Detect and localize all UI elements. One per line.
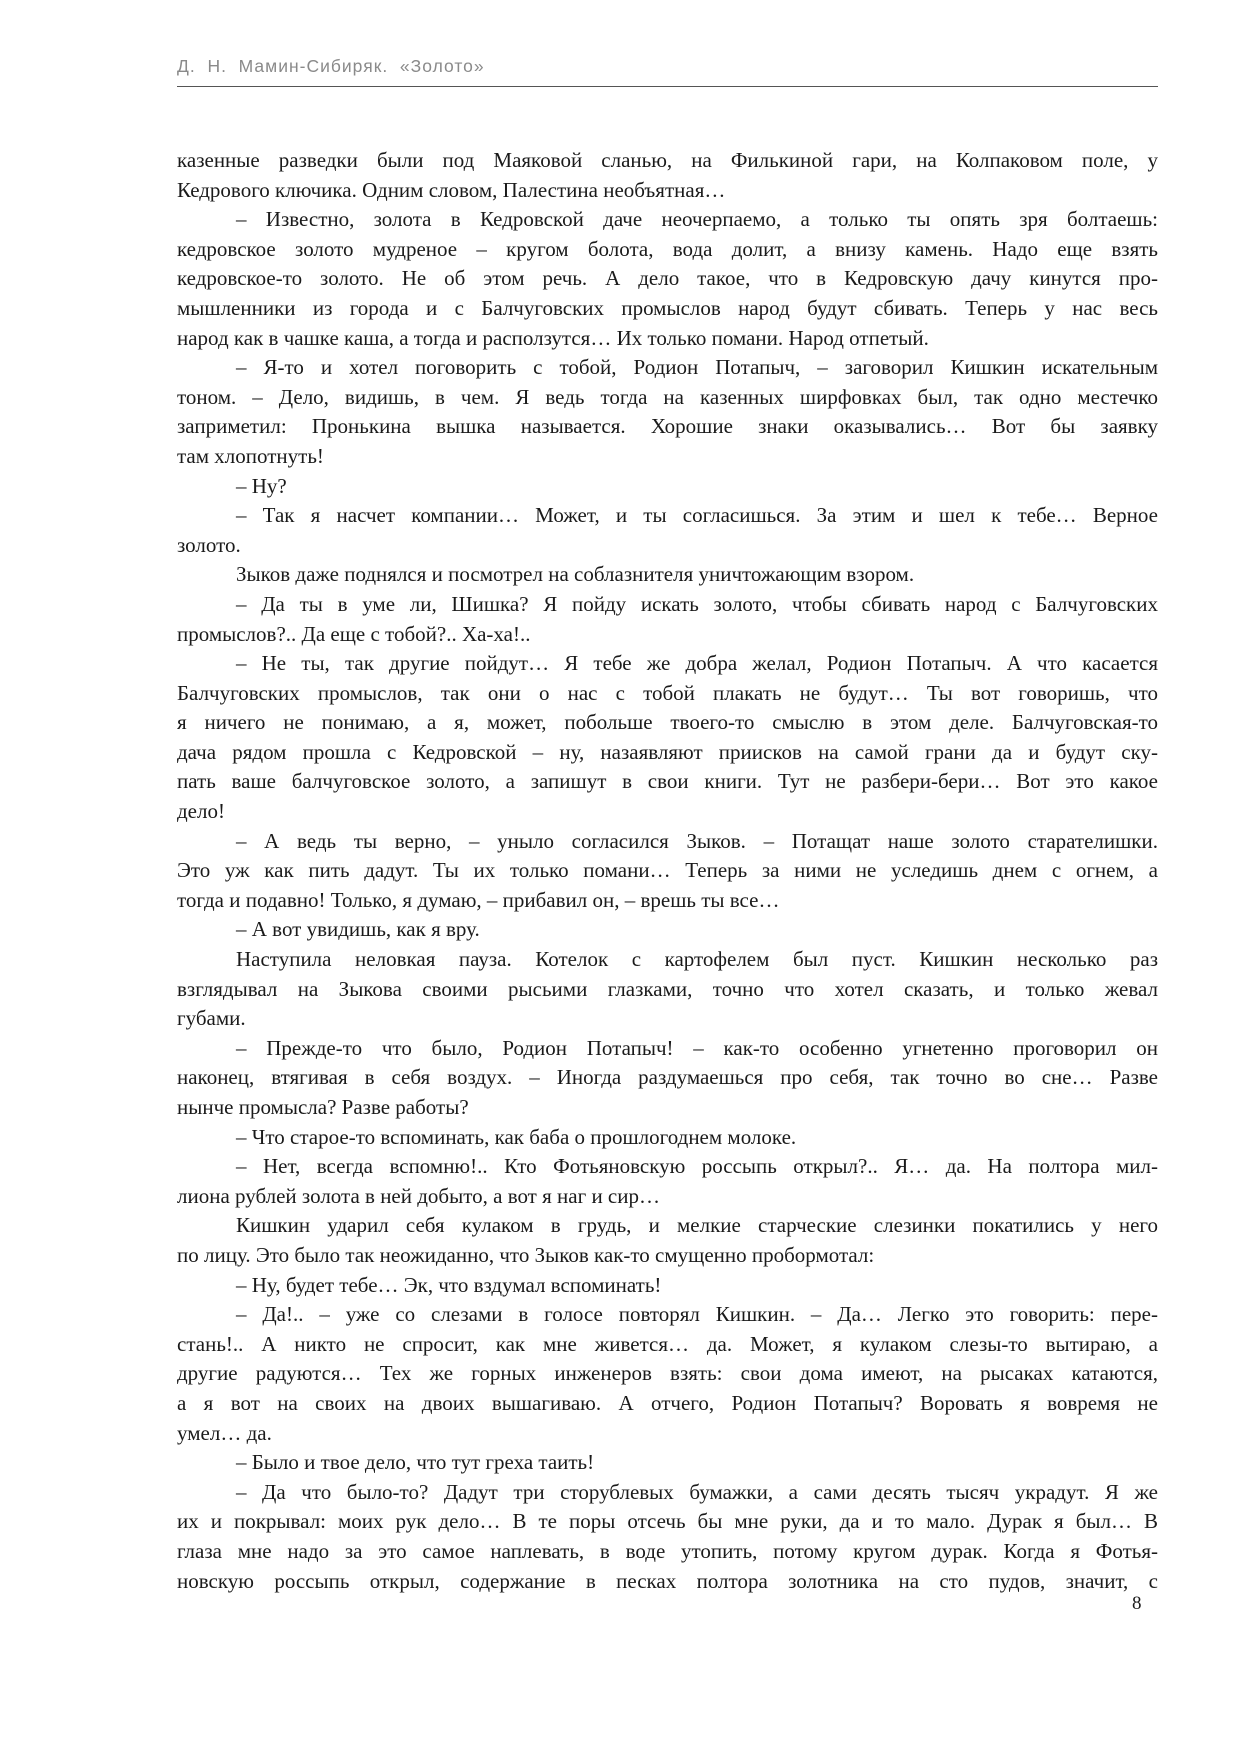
page-number: 8 <box>1132 1593 1142 1614</box>
text-line: взглядывал на Зыкова своими рысьими глазками, точно что хотел сказать, и только жевал <box>177 976 1158 1001</box>
text-line: кедровское-то золото. Не об этом речь. А дело такое, что в Кедровскую дачу кинутся про- <box>177 266 1158 291</box>
body-text <box>177 146 1158 1596</box>
text-line: губами. <box>177 1006 246 1031</box>
text-line: – Ну, будет тебе… Эк, что вздумал вспоминать! <box>236 1272 662 1297</box>
text-line: а я вот на своих на двоих вышагиваю. А отчего, Родион Потапыч? Воровать я вовремя не <box>177 1390 1158 1415</box>
text-line: Наступила неловкая пауза. Котелок с картофелем был пуст. Кишкин несколько раз <box>236 947 1158 972</box>
text-line: – Прежде-то что было, Родион Потапыч! – как-то особенно угнетенно проговорил он <box>236 1035 1158 1060</box>
text-line: дело! <box>177 799 225 824</box>
text-line: – Так я насчет компании… Может, и ты согласишься. За этим и шел к тебе… Верное <box>236 503 1158 528</box>
text-line: – Да ты в уме ли, Шишка? Я пойду искать золото, чтобы сбивать народ с Балчуговских <box>236 591 1158 616</box>
running-header: Д. Н. Мамин-Сибиряк. «Золото» <box>177 56 485 76</box>
text-line: Кишкин ударил себя кулаком в грудь, и мелкие старческие слезинки покатились у него <box>236 1213 1158 1238</box>
text-line: Балчуговских промыслов, так они о нас с тобой плакать не будут… Ты вот говоришь, что <box>177 680 1158 705</box>
text-line: – Было и твое дело, что тут греха таить! <box>236 1450 595 1475</box>
text-line: тоном. – Дело, видишь, в чем. Я ведь тогда на казенных ширфовках был, так одно местечко <box>177 384 1158 409</box>
text-line: Зыков даже поднялся и посмотрел на соблазнителя уничтожающим взором. <box>236 562 915 587</box>
text-line: – Что старое-то вспоминать, как баба о прошлогоднем молоке. <box>236 1124 797 1149</box>
text-line: – Известно, золота в Кедровской даче неочерпаемо, а только ты опять зря болтаешь: <box>236 207 1158 232</box>
text-line: другие радуются… Тех же горных инженеров взять: свои дома имеют, на рысаках катаются, <box>177 1361 1158 1386</box>
text-line: по лицу. Это было так неожиданно, что Зыков как-то смущенно пробормотал: <box>177 1242 875 1267</box>
header-rule <box>177 86 1158 87</box>
text-line: промыслов?.. Да еще с тобой?.. Ха-ха!.. <box>177 621 531 646</box>
text-line: глаза мне надо за это самое наплевать, в воде утопить, потому кругом дурак. Когда я Фотья- <box>177 1538 1158 1563</box>
text-line: я ничего не понимаю, а я, может, побольше твоего-то смыслю в этом деле. Балчуговская-то <box>177 710 1158 735</box>
text-line: мышленники из города и с Балчуговских промыслов народ будут сбивать. Теперь у нас весь <box>177 295 1158 320</box>
text-line: заприметил: Пронькина вышка называется. Хорошие знаки оказывались… Вот бы заявку <box>177 414 1158 439</box>
text-line: народ как в чашке каша, а тогда и расползутся… Их только помани. Народ отпетый. <box>177 325 929 350</box>
text-line: лиона рублей золота в ней добыто, а вот я наг и сир… <box>177 1183 660 1208</box>
text-line: пать ваше балчуговское золото, а запишут в свои книги. Тут не разбери-бери… Вот это какое <box>177 769 1158 794</box>
text-line: – Да что было-то? Дадут три сторублевых бумажки, а сами десять тысяч украдут. Я же <box>236 1479 1158 1504</box>
text-line: – Да!.. – уже со слезами в голосе повторял Кишкин. – Да… Легко это говорить: пере- <box>236 1302 1158 1327</box>
text-line: казенные разведки были под Маяковой сланью, на Филькиной гари, на Колпаковом поле, у <box>177 148 1158 172</box>
text-line: новскую россыпь открыл, содержание в песках полтора золотника на сто пудов, значит, с <box>177 1568 1158 1593</box>
text-line: – Нет, всегда вспомню!.. Кто Фотьяновскую россыпь открыл?.. Я… да. На полтора мил- <box>236 1154 1158 1179</box>
text-line: золото. <box>177 532 241 557</box>
text-line: нынче промысла? Разве работы? <box>177 1095 469 1119</box>
text-line: – Ну? <box>236 473 287 498</box>
text-line: Кедрового ключика. Одним словом, Палестина необъятная… <box>177 177 726 202</box>
text-line: – А вот увидишь, как я вру. <box>236 917 480 942</box>
text-line: стань!.. А никто не спросит, как мне живется… да. Может, я кулаком слезы-то вытираю, а <box>177 1331 1158 1356</box>
text-line: кедровское золото мудреное – кругом болота, вода долит, а внизу камень. Надо еще взять <box>177 236 1158 261</box>
text-line: – Не ты, так другие пойдут… Я тебе же добра желал, Родион Потапыч. А что касается <box>236 651 1158 676</box>
text-line: умел… да. <box>177 1420 272 1445</box>
text-line: тогда и подавно! Только, я думаю, – прибавил он, – врешь ты все… <box>177 887 780 912</box>
text-line: – Я-то и хотел поговорить с тобой, Родион Потапыч, – заговорил Кишкин искательным <box>236 355 1158 380</box>
text-line: там хлопотнуть! <box>177 443 324 468</box>
text-line: дача рядом прошла с Кедровской – ну, назаявляют приисков на самой грани да и будут ску- <box>177 739 1158 764</box>
text-line: их и покрывал: моих рук дело… В те поры отсечь бы мне руки, да и то мало. Дурак я был… В <box>177 1509 1158 1534</box>
text-line: Это уж как пить дадут. Ты их только помани… Теперь за ними не уследишь днем с огнем, а <box>177 858 1158 883</box>
text-line: – А ведь ты верно, – уныло согласился Зыков. – Потащат наше золото старателишки. <box>236 828 1158 853</box>
text-line: наконец, втягивая в себя воздух. – Иногда раздумаешься про себя, так точно во сне… Разве <box>177 1065 1158 1090</box>
